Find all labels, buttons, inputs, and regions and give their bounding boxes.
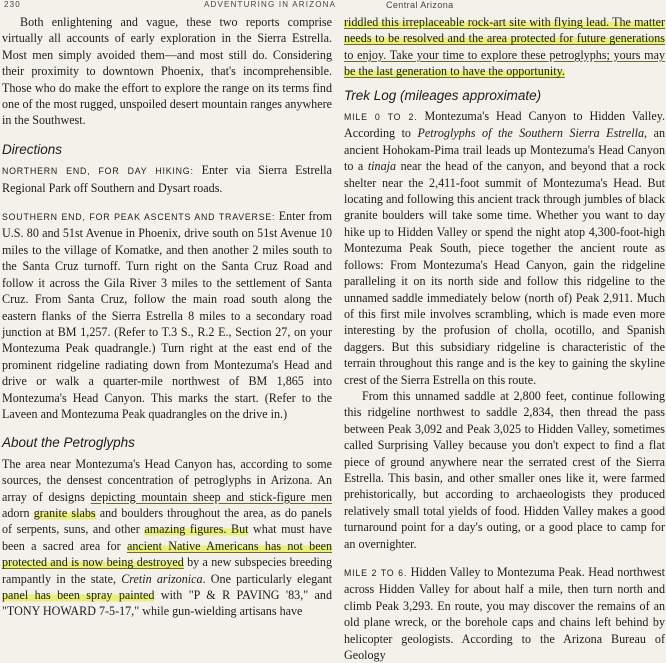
left-column xyxy=(2,14,332,620)
petro-text-g: what must have been a sacred area for xyxy=(2,522,332,553)
north-directions xyxy=(2,162,332,196)
petro-highlight-figures: amazing figures. But xyxy=(144,522,249,537)
south-lead: SOUTHERN END, FOR PEAK ASCENTS AND TRAVERSE: xyxy=(2,212,276,223)
leg1-paragraph-2: From this unnamed saddle at 2,800 feet, continue following this ridgeline northwest to saddle 2,834, then thread the pass between Peak 3,092 and Peak 3,025 to Hidden Valley, sometimes called Surprising Valley because you don't expect to find a flat piece of ground anywhere near the serrated crest of the Sierra Estrella. This basin, and other smaller ones like it, were farmed prehistorically, but according to archaeologists they produced relatively small total yields of food. Hidden Valley makes a good turnaround point for a day's outing, or a good place to camp for an overnighter. xyxy=(344,388,665,551)
petro-cretin: Cretin arizonica xyxy=(121,571,203,586)
directions-heading: Directions xyxy=(2,141,63,157)
petro-underline-sheep: depicting mountain sheep and stick-figure men xyxy=(90,489,332,504)
petroglyphs-heading: About the Petroglyphs xyxy=(2,435,135,451)
petro-text-i: by a new subspecies breeding rampantly in the state, xyxy=(2,555,332,586)
leg1-tinaja: tinaja xyxy=(367,159,397,174)
petro-highlight-destroyed: ancient Native Americans has not been protected and is now being destroyed xyxy=(2,538,332,570)
leg2-paragraph xyxy=(344,564,665,663)
intro-paragraph: Both enlightening and vague, these two reports comprise virtually all accounts of early exploration in the Sierra Estrella. Most men simply avoided them—and most still do. Considering their proximity to downtown Phoenix, that's incomprehensible. Those who do make the effort to explore the range on its terms find one of the most rugged, unspoiled desert mountain ranges anywhere in the Southwest. xyxy=(2,15,332,128)
leg1-lead: MILE 0 TO 2. xyxy=(344,112,418,123)
petro-text-e: and boulders throughout the area, as do panels of serpents, suns, and other xyxy=(2,505,332,537)
petro-text-c: adorn xyxy=(2,505,34,520)
cont-underline-b: to enjoy. Take your time to explore these petroglyphs; yours may xyxy=(344,47,665,62)
petro-text-a: The area near Montezuma's Head Canyon has, according to some sources, the densest concentration of petroglyphs in Arizona. An array of designs xyxy=(2,456,332,504)
leg1-book-title: Petroglyphs of the Southern Sierra Estrella xyxy=(417,126,645,141)
south-directions xyxy=(2,208,332,422)
petro-highlight-spray: panel has been spray painted xyxy=(2,588,155,602)
leg2-lead: MILE 2 TO 6. xyxy=(344,568,408,578)
cont-highlight-c: be the last generation to have the opportunity. xyxy=(344,64,565,79)
right-column xyxy=(344,14,665,663)
continuation-paragraph xyxy=(344,14,665,80)
trek-log-heading: Trek Log (mileages approximate) xyxy=(344,87,542,103)
leg1-text-c: near the head of the canyon, and beyond that a rock shelter near the 2,411-foot summit of Montezuma's Head. But locating and following this ancient track through jumbles of black granite boulders will take some time. Whether you want to day hike up to Hidden Valley or spend the night atop 4,300-foot-high Montezuma Peak South, piece together the ancient route as follows: From Montezuma's Head Canyon, gain the ridgeline paralleling it on its north side and follow this ridgeline to the unnamed saddle immediately below (north of) Peak 2,911. Much of this first mile involves scrambling, which is made even more interesting by the profusion of cholla, ocotillo, and Spanish daggers. But this subsidiary ridgeline is characteristic of the terrain throughout this range and is the key to gaining the skyline crest of the Sierra Estrella on this route. xyxy=(344,159,665,387)
left-running-title: ADVENTURING IN ARIZONA xyxy=(204,0,337,9)
south-text: Enter from U.S. 80 and 51st Avenue in Phoenix, drive south on 51st Avenue 10 miles to the village of Komatke, and then another 2 miles south to the Santa Cruz turnoff. Turn right on the Santa Cruz Road and follow it across the Gila River 3 miles to the settlement of Santa Cruz. From Santa Cruz, follow the main road south along the eastern flanks of the Sierra Estrella 8 miles to a secondary road junction at BM 1,257. (Refer to T.3 S., R.2 E., Section 27, on your Montezuma Peak quadrangle.) Turn right at the east end of the prominent ridgeline radiating down from Montezuma's Head and drive or walk a quarter-mile northwest of BM 1,865 into Montezuma's Head Canyon. This marks the start. (Refer to the Laveen and Montezuma Peak quadrangles on the drive in.) xyxy=(2,209,332,421)
petro-text-m: with "P & R PAVING '83," and "TONY HOWARD 7-5-17," while gun-wielding artisans have xyxy=(2,588,332,619)
petro-text-k: . One particularly elegant xyxy=(202,571,332,586)
petro-highlight-granite: granite slabs xyxy=(33,505,96,520)
north-text: Enter via Sierra Estrella Regional Park off Southern and Dysart roads. xyxy=(2,163,333,195)
leg1-text-a: Montezuma's Head Canyon to Hidden Valley. According to xyxy=(344,109,666,141)
leg1-paragraph xyxy=(344,108,665,388)
north-lead: NORTHERN END, FOR DAY HIKING: xyxy=(2,166,194,177)
right-running-title: Central Arizona xyxy=(386,0,454,10)
leg2-text: Hidden Valley to Montezuma Peak. Head northwest across Hidden Valley for about half a mile, then turn north and climb Peak 3,293. En route, you may discover the remains of an old plane wreck, or the borehole caps and chains left behind by helicopter geologists. According to the Arizona Bureau of Geology xyxy=(344,565,665,663)
petroglyphs-paragraph xyxy=(2,456,332,620)
left-page-number: 230 xyxy=(4,0,21,9)
leg1-text-b: , an ancient Hohokam-Pima trail leads up Montezuma's Head Canyon to a xyxy=(344,126,666,174)
cont-highlight-a: riddled this irreplaceable rock-art site with flying lead. The matter needs to be resolved and the area protected for future generations xyxy=(344,15,665,46)
